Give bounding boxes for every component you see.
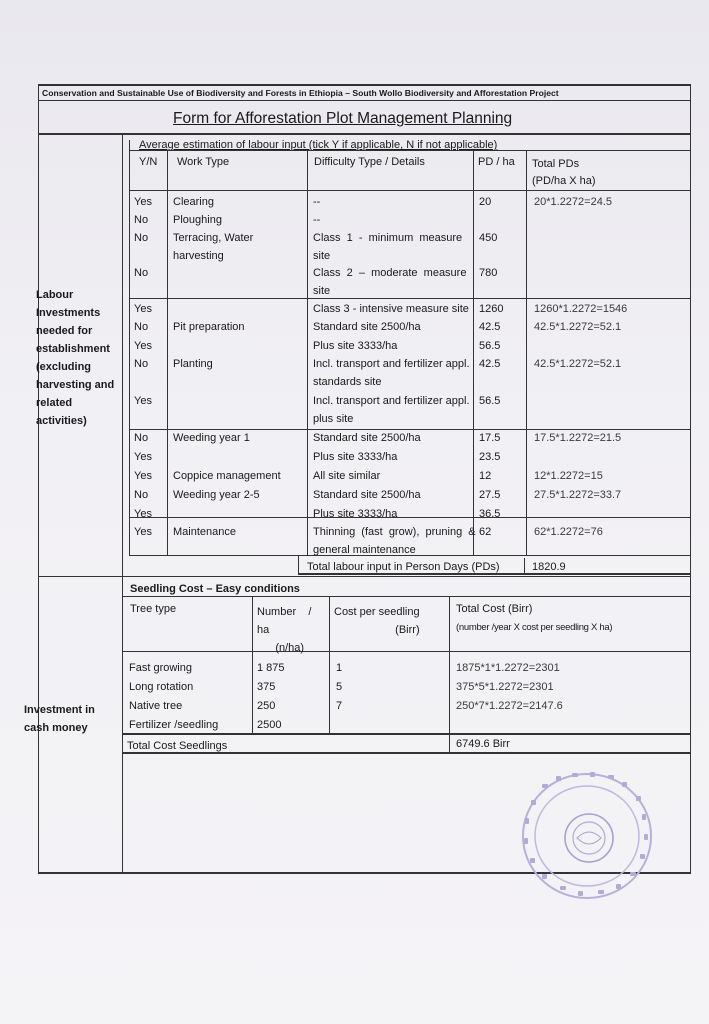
labour-row-yn: No: [134, 232, 149, 244]
total-labour-value: 1820.9: [532, 561, 566, 573]
labour-row-pd-ha: 17.5: [479, 432, 501, 444]
col-total-cost-formula: (number /year X cost per seedling X ha): [456, 622, 613, 633]
col-work-type: Work Type: [177, 156, 230, 168]
labour-row-work-type: Maintenance: [173, 526, 236, 538]
labour-row-yn: Yes: [134, 451, 152, 463]
labour-row-total-pds: 20*1.2272=24.5: [534, 196, 612, 208]
labour-row-work-type: Weeding year 1: [173, 432, 250, 444]
labour-row-detail: Thinning (fast grow), pruning & general maintenance: [313, 526, 476, 556]
labour-row-yn: Yes: [134, 303, 152, 315]
labour-row-pd-ha: 42.5: [479, 358, 501, 370]
col-total-pds: Total PDs (PD/ha X ha): [532, 158, 596, 187]
labour-row-detail: Standard site 2500/ha: [313, 489, 421, 501]
seedling-row-tree-type: Native tree: [129, 700, 183, 712]
labour-row-pd-ha: 20: [479, 196, 492, 208]
labour-row-detail: Plus site 3333/ha: [313, 451, 398, 463]
labour-row-work-type: Planting: [173, 358, 213, 370]
total-labour-label: Total labour input in Person Days (PDs): [307, 561, 500, 573]
labour-row-pd-ha: 56.5: [479, 340, 501, 352]
seedling-row-number: 1 875: [257, 662, 285, 674]
labour-row-yn: Yes: [134, 196, 152, 208]
section-labour-label: Labour Investments needed for establishment (excluding harvesting and related activities): [36, 289, 115, 427]
labour-row-pd-ha: 780: [479, 267, 498, 279]
labour-row-yn: No: [134, 321, 149, 333]
seedling-title: Seedling Cost – Easy conditions: [130, 583, 300, 595]
col-tree-type: Tree type: [130, 603, 177, 615]
official-stamp: [512, 766, 662, 906]
labour-row-detail: --: [313, 214, 321, 226]
col-yn: Y/N: [139, 156, 158, 168]
seedling-row-total: 250*7*1.2272=2147.6: [456, 700, 563, 712]
labour-row-yn: Yes: [134, 340, 152, 352]
labour-row-yn: Yes: [134, 395, 152, 407]
labour-row-total-pds: 1260*1.2272=1546: [534, 303, 628, 315]
total-cost-label: Total Cost Seedlings: [127, 740, 228, 752]
labour-row-pd-ha: 36.5: [479, 508, 501, 520]
seedling-row-number: 375: [257, 681, 276, 693]
col-difficulty: Difficulty Type / Details: [314, 156, 425, 168]
page-title: Form for Afforestation Plot Management Planning: [173, 110, 513, 127]
labour-row-total-pds: 62*1.2272=76: [534, 526, 603, 538]
labour-row-pd-ha: 1260: [479, 303, 504, 315]
labour-row-yn: Yes: [134, 470, 152, 482]
labour-table-caption: Average estimation of labour input (tick Y if applicable, N if not applicable): [139, 139, 498, 151]
section-investment-label: Investment in cash money: [24, 704, 95, 734]
labour-row-detail: Plus site 3333/ha: [313, 340, 398, 352]
labour-row-detail: All site similar: [313, 470, 381, 482]
labour-row-pd-ha: 23.5: [479, 451, 501, 463]
labour-row-detail: Class 1 - minimum measure site: [313, 232, 463, 262]
col-total-cost: Total Cost (Birr): [456, 603, 533, 615]
labour-row-pd-ha: 56.5: [479, 395, 501, 407]
labour-row-yn: No: [134, 214, 149, 226]
seedling-row-number: 2500: [257, 719, 282, 731]
seedling-row-tree-type: Fertilizer /seedling: [129, 719, 219, 731]
labour-row-total-pds: 27.5*1.2272=33.7: [534, 489, 622, 501]
seedling-row-total: 375*5*1.2272=2301: [456, 681, 554, 693]
labour-row-detail: Incl. transport and fertilizer appl. standards site: [313, 358, 470, 388]
labour-row-yn: No: [134, 267, 149, 279]
seedling-row-tree-type: Fast growing: [129, 662, 192, 674]
labour-row-yn: No: [134, 432, 149, 444]
labour-row-detail: Class 3 - intensive measure site: [313, 303, 469, 315]
labour-row-work-type: Terracing, Water harvesting: [173, 232, 254, 262]
labour-row-yn: No: [134, 358, 149, 370]
seedling-row-total: 1875*1*1.2272=2301: [456, 662, 560, 674]
labour-row-detail: --: [313, 196, 321, 208]
seedling-row-tree-type: Long rotation: [129, 681, 194, 693]
seedling-row-number: 250: [257, 700, 276, 712]
labour-row-detail: Incl. transport and fertilizer appl. plus site: [313, 395, 470, 425]
labour-row-yn: No: [134, 489, 149, 501]
labour-row-total-pds: 42.5*1.2272=52.1: [534, 358, 622, 370]
col-cost-per-seedling: Cost per seedling (Birr): [334, 606, 420, 636]
labour-row-pd-ha: 12: [479, 470, 492, 482]
labour-row-detail: Standard site 2500/ha: [313, 432, 421, 444]
labour-row-total-pds: 42.5*1.2272=52.1: [534, 321, 622, 333]
labour-row-total-pds: 17.5*1.2272=21.5: [534, 432, 622, 444]
labour-row-work-type: Weeding year 2-5: [173, 489, 260, 501]
labour-row-work-type: Clearing: [173, 196, 214, 208]
labour-row-work-type: Coppice management: [173, 470, 281, 482]
labour-row-work-type: Pit preparation: [173, 321, 245, 333]
labour-row-total-pds: 12*1.2272=15: [534, 470, 603, 482]
col-pd-ha: PD / ha: [478, 156, 515, 168]
labour-row-yn: Yes: [134, 526, 152, 538]
labour-row-pd-ha: 42.5: [479, 321, 501, 333]
labour-row-detail: Standard site 2500/ha: [313, 321, 421, 333]
seedling-row-cost: 1: [336, 662, 343, 674]
labour-row-detail: Class 2 – moderate measure site: [313, 267, 467, 297]
project-header: Conservation and Sustainable Use of Biodiversity and Forests in Ethiopia – South Wollo Biodiversity and Afforestation Project: [42, 88, 559, 98]
labour-row-detail: Plus site 3333/ha: [313, 508, 398, 520]
seedling-row-cost: 5: [336, 681, 343, 693]
labour-row-pd-ha: 62: [479, 526, 492, 538]
labour-row-yn: Yes: [134, 508, 152, 520]
labour-row-pd-ha: 27.5: [479, 489, 501, 501]
seedling-row-cost: 7: [336, 700, 343, 712]
col-number-ha: Number / ha (n/ha): [257, 606, 312, 654]
labour-row-pd-ha: 450: [479, 232, 498, 244]
total-cost-value: 6749.6 Birr: [456, 738, 510, 750]
labour-row-work-type: Ploughing: [173, 214, 222, 226]
